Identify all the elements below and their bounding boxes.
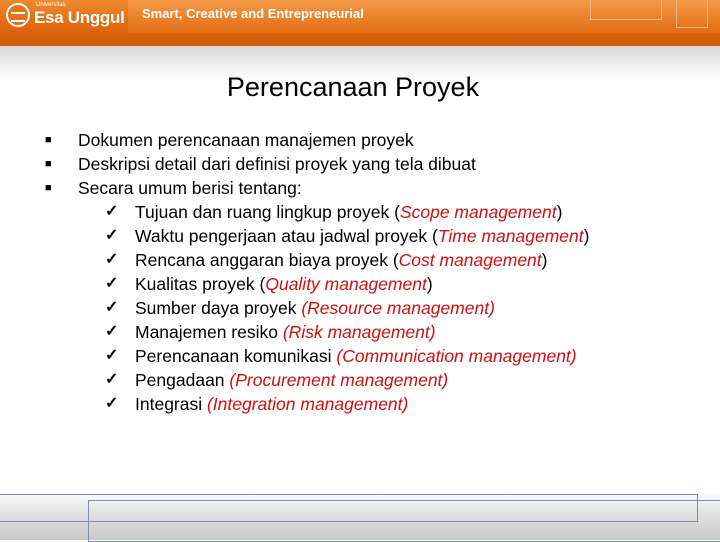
tagline: Smart, Creative and Entrepreneurial (142, 6, 364, 21)
check-text-main: Integrasi (135, 394, 207, 414)
checkmark-icon: ✓ (105, 395, 119, 412)
logo-subtitle: Universitas (36, 2, 66, 8)
footer-decoration (88, 500, 720, 542)
check-english-term: Cost management (398, 250, 542, 270)
check-text-main: Sumber daya proyek (135, 298, 302, 318)
checkmark-icon: ✓ (105, 299, 119, 316)
check-text (135, 344, 577, 368)
header-decoration (676, 0, 708, 28)
check-english-term: (Resource management) (301, 298, 495, 318)
checkmark-icon: ✓ (105, 347, 119, 364)
check-item (45, 200, 705, 224)
checkmark-icon: ✓ (105, 227, 119, 244)
check-text-main: Tujuan dan ruang lingkup proyek (135, 202, 395, 222)
checkmark-icon: ✓ (105, 275, 119, 292)
check-text (135, 392, 408, 416)
check-text-main: Kualitas proyek (135, 274, 260, 294)
check-item (45, 368, 705, 392)
check-english-term: Time management (437, 226, 584, 246)
check-text-main: Waktu pengerjaan atau jadwal proyek (135, 226, 433, 246)
check-text (135, 320, 436, 344)
check-paren: ( (394, 202, 400, 222)
check-item (45, 344, 705, 368)
check-paren: ) (541, 250, 548, 270)
header-bar (0, 0, 720, 46)
check-item (45, 296, 705, 320)
check-text (135, 368, 448, 392)
logo-icon (6, 3, 30, 27)
check-text (135, 248, 547, 272)
check-english-term: Scope management (399, 202, 557, 222)
check-paren: ( (259, 274, 266, 294)
square-bullet-icon: ■ (45, 134, 52, 146)
check-text (135, 296, 495, 320)
check-item (45, 320, 705, 344)
check-text (135, 224, 589, 248)
slide-title-text: Perencanaan Proyek (226, 72, 480, 102)
check-text-main: Rencana anggaran biaya proyek (135, 250, 393, 270)
slide-content (45, 128, 705, 416)
bullet-text: Secara umum berisi tentang: (78, 178, 302, 198)
check-english-term: (Integration management) (206, 394, 409, 414)
check-text-main: Pengadaan (135, 370, 230, 390)
checkmark-icon: ✓ (105, 323, 119, 340)
check-paren: ( (392, 250, 399, 270)
checkmark-icon: ✓ (105, 251, 119, 268)
check-paren: ) (583, 226, 590, 246)
header-decoration (590, 0, 662, 20)
checkmark-icon: ✓ (105, 203, 119, 220)
bullet-text: Dokumen perencanaan manajemen proyek (78, 130, 414, 150)
check-paren: ) (426, 274, 433, 294)
check-item (45, 224, 705, 248)
check-item (45, 392, 705, 416)
check-text (135, 200, 562, 224)
bullet-text: Deskripsi detail dari definisi proyek yang tela dibuat (78, 154, 476, 174)
square-bullet-icon: ■ (45, 158, 52, 170)
check-english-term: (Procurement management) (229, 370, 449, 390)
check-english-term: (Risk management) (282, 322, 436, 342)
footer-band (0, 492, 720, 540)
check-text-main: Manajemen resiko (135, 322, 283, 342)
logo-name: Esa Unggul (34, 8, 125, 27)
checkmark-icon: ✓ (105, 371, 119, 388)
check-item (45, 272, 705, 296)
check-text-main: Perencanaan komunikasi (135, 346, 337, 366)
square-bullet-icon: ■ (45, 182, 52, 194)
bullet-item (45, 128, 705, 152)
check-item (45, 248, 705, 272)
slide-title (0, 72, 706, 103)
check-english-term: Quality management (265, 274, 427, 294)
check-english-term: (Communication management) (336, 346, 577, 366)
bullet-item (45, 152, 705, 176)
check-paren: ( (432, 226, 438, 246)
check-paren: ) (556, 202, 563, 222)
bullet-item (45, 176, 705, 200)
check-text (135, 272, 433, 296)
